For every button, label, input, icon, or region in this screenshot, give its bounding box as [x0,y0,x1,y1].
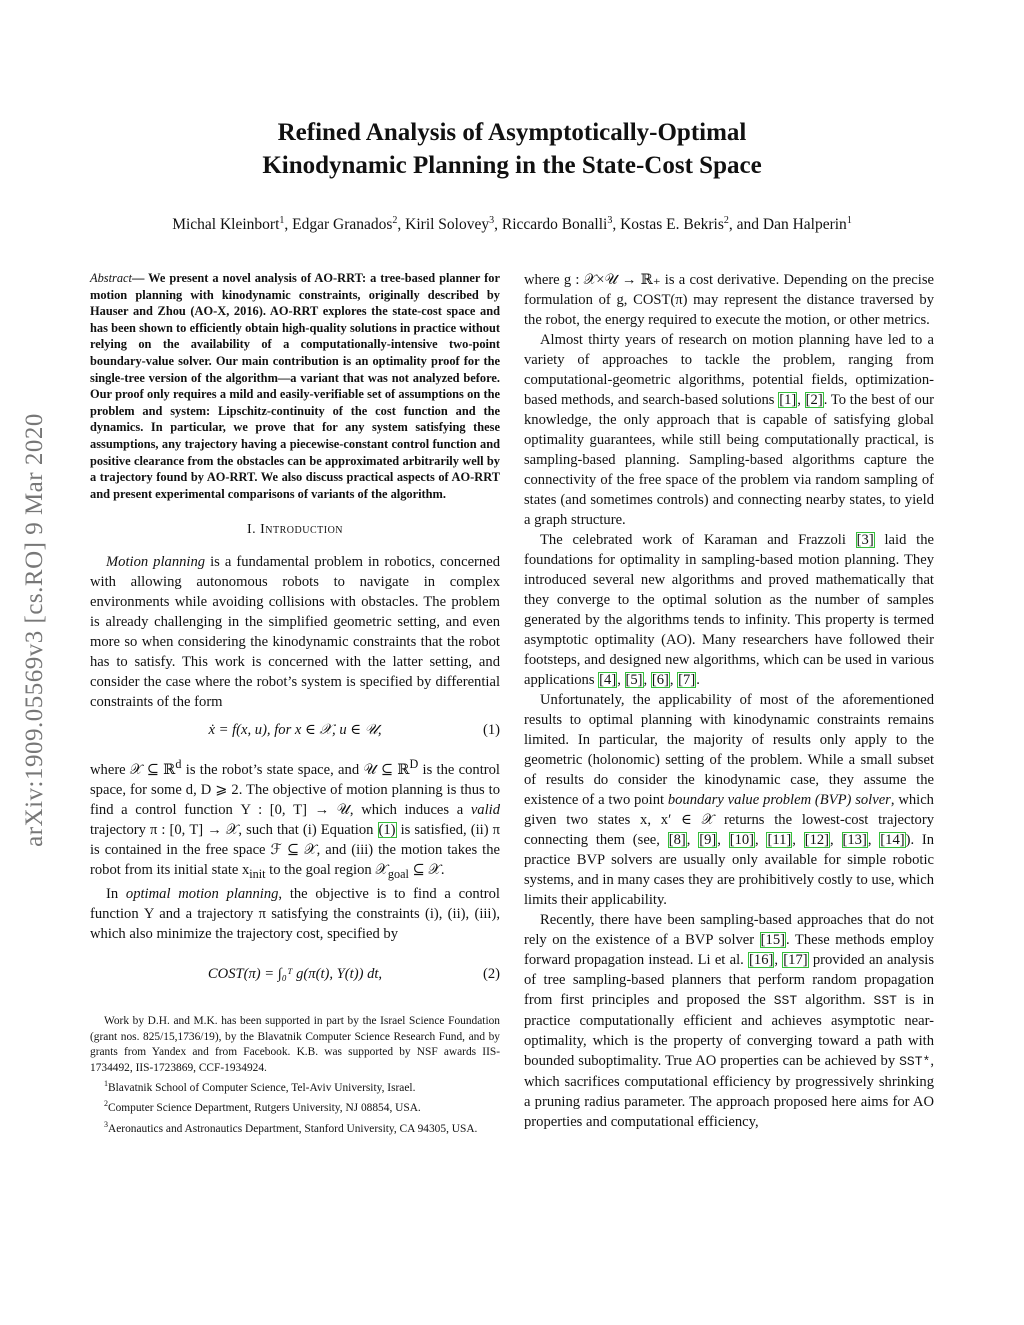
intro-paragraph-3 [90,884,500,944]
p2-sup-d: d [175,757,182,772]
citation-link[interactable]: [7] [678,672,696,688]
citation-separator: , [717,832,729,848]
citation-link[interactable]: [2] [805,392,823,408]
author-separator: , [284,216,293,234]
p2-sup-D: D [409,757,419,772]
p2-sub-init: init [249,867,266,882]
fn3-mark: 3 [104,1119,108,1129]
affiliation-footnote-1 [90,1076,500,1096]
citation-separator: , [686,832,699,848]
citation-link[interactable]: [5] [625,672,643,688]
equation-1-number: (1) [482,722,500,739]
citation-link[interactable]: [4] [599,672,617,688]
r2-part-a: Almost thirty years of research on motion planning have led to a variety of approaches to tackle the problem, ranging from computational-geometric algorithms, potential fields, optimization-based methods, and search-based solutions [524,332,934,408]
fn3-text: Aeronautics and Astronautics Department, Stanford University, CA 94305, USA. [108,1122,478,1135]
p2-part-a: where 𝒳 ⊆ ℝ [90,762,176,779]
right-paragraph-5 [524,910,934,1132]
term-bvp-solver: boundary value problem (BVP) solver [667,792,891,808]
r4-part-a: Unfortunately, the applicability of most of the aforementioned results to optimal planning with kinodynamic constraints remains limited. In particular, the majority of results only apply to the geometric (holonomic) setting of the problem. While a small subset of results do consider the kinodynamic case, they assume the existence of a two point [524,692,934,808]
fn1-text: Blavatnik School of Computer Science, Tel-Aviv University, Israel. [108,1081,416,1094]
title-line-2: Kinodynamic Planning in the State-Cost Space [262,152,762,179]
equation-2 [90,952,500,1000]
p2-part-f: to the goal region 𝒳 [265,862,388,879]
author-name: Edgar Granados [292,216,393,234]
author-list [40,210,984,236]
title-line-1: Refined Analysis of Asymptotically-Optimal [277,119,747,146]
citation-link[interactable]: [13] [842,832,867,848]
affiliation-footnote-2 [90,1096,500,1116]
algorithm-name-sst: SST [873,993,897,1008]
author-affiliation-mark: 1 [846,215,852,226]
section-heading [90,520,500,540]
section-number: I. [246,522,261,538]
equation-1 [90,720,500,746]
author-affiliation-mark: 2 [392,215,398,226]
r2-sep: , [797,392,805,408]
citation-separator: , [617,672,625,688]
r3-part-b: laid the foundations for optimality in sampling-based motion planning. They introduced several new algorithms and proved mathematically that they converge to the optimal solution as the number of samples generated by the algorithms tends to infinity. This property is termed asymptotic optimality (AO). Many researchers have followed their footsteps, and designed new algorithms, which can be used in various applications [524,532,934,688]
citation-link[interactable]: [17] [783,952,808,968]
p2-part-e: is satisfied, (ii) π is contained in the free space ℱ ⊆ 𝒳, and (iii) the motion takes the robot from its initial state x [90,822,500,879]
abstract [90,270,500,502]
r3-part-c: . [696,672,700,688]
author-name: Kostas E. Bekris [620,216,724,234]
arxiv-id: arXiv:1909.05569v3 [cs.RO] 9 Mar 2020 [21,413,48,847]
author-affiliation-mark: 1 [279,215,285,226]
author-separator: , and [728,216,763,234]
equation-2-number: (2) [482,966,500,983]
citation-link[interactable]: [10] [729,832,755,848]
author-separator: , [494,216,502,234]
abstract-text: We present a novel analysis of AO-RRT: a tree-based planner for motion planning with kinodynamic constraints, originally described by Hauser and Zhou (AO-X, 2016). AO-RRT explores the state-cost space and has been shown to efficiently obtain high-quality solutions in practice without relying on the availability of a computationally-intensive two-point boundary-value solver. Our main contribution is an optimality proof for the single-tree version of the algorithm—a variant that was not analyzed before. Our proof only requires a mild and easily-verifiable set of assumptions on the problem and system: Lipschitz-continuity of the cost function and the dynamics. In particular, we prove that for any system satisfying these assumptions, any trajectory having a piecewise-constant control function and positive clearance from the obstacles can be approximated arbitrarily well by a trajectory found by AO-RRT. We also discuss practical aspects of AO-RRT and present experimental comparisons of variants of the algorithm. [90,271,500,501]
citation-link[interactable]: [15] [760,932,785,948]
intro-paragraph-1-text: is a fundamental problem in robotics, concerned with allowing autonomous robots to navigate in complex environments while avoiding collisions with obstacles. The problem is already challenging in the simplified geometric setting, and even more so when considering the kinodynamic constraints that the robot has to satisfy. This work is concerned with the latter setting, and consider the case where the robot’s system is specified by differential constraints of the form [90,554,500,711]
p3-text: , the objective is to find a control function Υ and a trajectory π satisfying the constraints (i), (ii), (iii), which also minimize the trajectory cost, specified by [90,886,500,943]
r4-part-b: , which given two states x, x′ ∈ 𝒳 returns the lowest-cost trajectory connecting them (see, [524,792,934,848]
intro-paragraph-1 [90,552,500,712]
term-optimal-motion-planning: optimal motion planning [125,886,279,903]
author-separator: , [397,216,406,234]
algorithm-name-sst-star: SST* [899,1054,931,1069]
section-title: Introduction [260,522,344,538]
r5-part-d: provided an analysis of tree sampling-based planners that perform random propagation from first principles and proposed the [524,952,935,1008]
left-column [90,270,500,1137]
right-paragraph-3 [524,530,934,690]
equation-1-body: ẋ = f(x, u), for x ∈ 𝒳, u ∈ 𝒰, [208,722,382,739]
p2-sub-goal: goal [387,867,409,882]
right-paragraph-4 [524,690,934,910]
right-paragraph-1: where g : 𝒳×𝒰 → ℝ₊ is a cost derivative. Depending on the precise formulation of g, COST(π) may represent the distance traversed by the robot, the energy required to execute the motion, or other metrics. [524,272,934,328]
fn2-text: Computer Science Department, Rutgers University, NJ 08854, USA. [108,1102,421,1115]
term-motion-planning: Motion planning [106,554,206,571]
r5-part-f: is in practice computationally efficient and achieves asymptotic near-optimality, which is the property of converging toward a path with bounded suboptimality. True AO properties can be achieved by [524,992,934,1069]
author-name: Dan Halperin [762,216,847,234]
intro-paragraph-2 [90,754,500,884]
funding-footnote: Work by D.H. and M.K. has been supported in part by the Israel Science Foundation (grant nos. 825/15,1736/19), by the Blavatnik Computer Science Research Fund, and by grants from Yandex and from Facebook. K.B. was supported by NSF awards IIS-1734492, IIS-1723869, CCF-1934924. [90,1015,500,1074]
citation-separator: , [867,832,880,848]
author-affiliation-mark: 3 [489,215,495,226]
abstract-label: Abstract [90,271,132,285]
author-name: Kiril Solovey [405,216,490,234]
r5-sep: , [774,952,783,968]
author-affiliation-mark: 3 [607,215,613,226]
citation-separator: , [755,832,767,848]
term-valid: valid [470,802,500,819]
p3-pre: In [106,886,126,903]
p2-part-g: ⊆ 𝒳. [408,862,445,879]
citation-link[interactable]: [6] [651,672,669,688]
r4-part-c: ). In practice BVP solvers are usually only available for simple robotic systems, and in many cases they are prohibitively costly to use, which limits their applicability. [524,832,935,908]
r2-part-c: . To the best of our knowledge, the only approach that is capable of satisfying global optimality guarantees, while still being computationally practical, is sampling-based planning. Sampling-based algorithms capture the connectivity of the free space of the problem via random sampling of states (and sometimes controls) and connecting nearby states, to yield a graph structure. [524,392,934,528]
citation-separator: , [792,832,804,848]
r4-citation-group [668,832,906,848]
footnotes [90,1014,500,1137]
citation-link[interactable]: [11] [767,832,792,848]
citation-link[interactable]: [8] [668,832,686,848]
author-affiliation-mark: 2 [723,215,729,226]
fn2-mark: 2 [104,1099,108,1109]
right-paragraph-2 [524,330,934,530]
r5-part-a: Recently, there have been sampling-based approaches that do not rely on the existence of a BVP solver [524,912,934,948]
citation-link[interactable]: [14] [880,832,905,848]
r5-part-e: algorithm. [797,992,874,1008]
fn1-mark: 1 [104,1079,108,1089]
citation-separator: , [830,832,842,848]
arxiv-stamp [0,300,70,960]
citation-link[interactable]: [16] [749,952,774,968]
algorithm-name-sst: SST [773,993,798,1008]
citation-link[interactable]: [12] [804,832,830,848]
equation-2-body: COST(π) = ∫₀ᵀ g(π(t), Υ(t)) dt, [207,966,383,983]
r5-part-b: . These methods employ forward propagation instead. Li et al. [524,932,934,968]
citation-separator: , [643,672,651,688]
p2-part-d: trajectory π : [0, T] → 𝒳, such that (i) Equation [90,822,378,839]
author-name: Riccardo Bonalli [501,216,608,234]
author-separator: , [612,216,621,234]
affiliation-footnote-3 [90,1117,500,1137]
p2-part-b: is the robot’s state space, and 𝒰 ⊆ ℝ [181,762,410,779]
r3-part-a: The celebrated work of Karaman and Frazzoli [540,532,856,548]
citation-link[interactable]: [1] [779,392,797,408]
r3-citation-group [598,672,696,688]
paper-title [120,116,904,182]
r5-part-g: , which sacrifices computational efficiency by progressively shrinking a pruning radius parameter. The approach proposed here aims for AO properties and computational efficiency, [524,1053,934,1130]
right-column [524,270,934,1132]
citation-link[interactable]: [9] [699,832,717,848]
citation-link[interactable]: [3] [856,532,874,548]
author-name: Michal Kleinbort [172,216,280,234]
abstract-dash: — [132,271,149,285]
citation-separator: , [669,672,678,688]
p2-part-c: is the control space, for some d, D ⩾ 2. The objective of motion planning is thus to find a control function Υ : [0, T] → 𝒰, which induces a [90,762,500,819]
equation-1-link[interactable]: (1) [378,822,396,839]
